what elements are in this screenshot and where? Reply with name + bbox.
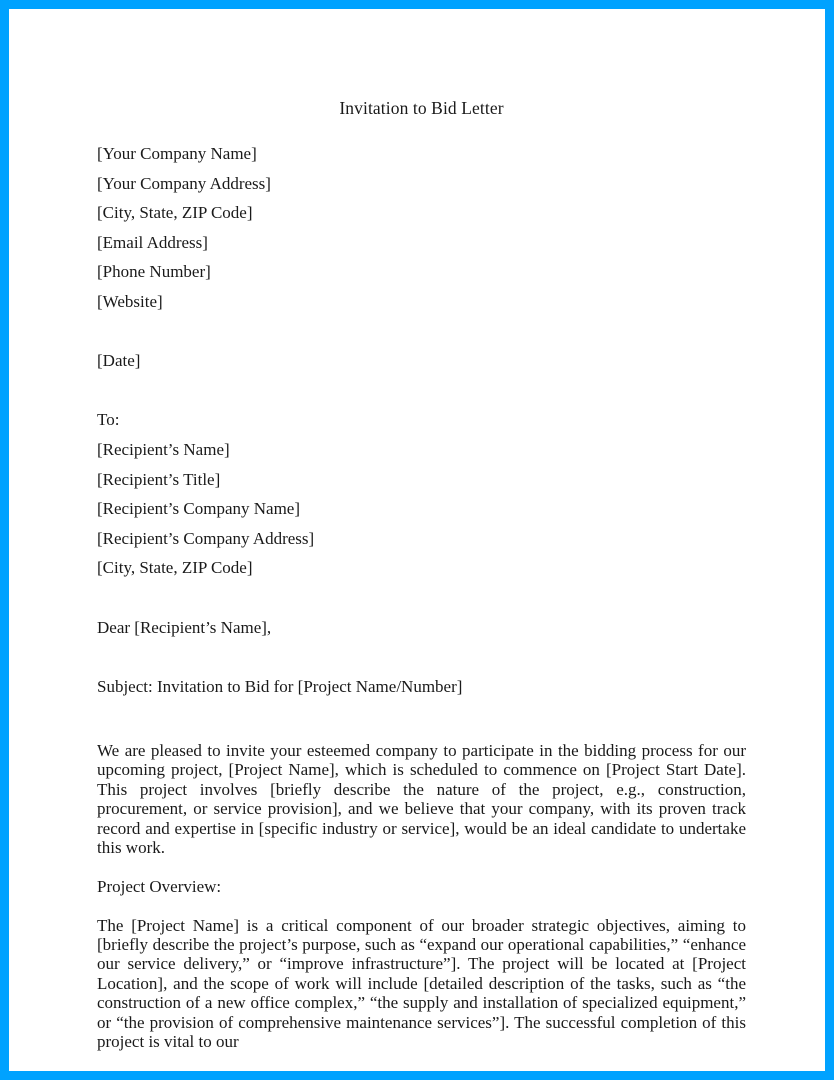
recipient-line-city-state-zip: [City, State, ZIP Code] [97, 558, 253, 578]
spacer-after-section-heading [97, 896, 746, 915]
recipient-line-title: [Recipient’s Title] [97, 469, 221, 489]
spacer-after-paragraph-1 [97, 857, 746, 876]
salutation-line: Dear [Recipient’s Name], [97, 617, 272, 637]
spacer-after-sender-block [97, 317, 746, 347]
sender-line-email: [Email Address] [97, 232, 208, 252]
recipient-to-label: To: [97, 410, 120, 430]
spacer-after-subject [97, 701, 746, 731]
section-heading-project-overview: Project Overview: [97, 876, 222, 896]
recipient-line-company-address: [Recipient’s Company Address] [97, 528, 315, 548]
body-paragraph-2: The [Project Name] is a critical component of our broader strategic objectives, aiming to [briefly describe the project’s purpose, such as “expand our operational capabilities,” “enhance our service delivery,” or “improve infrastructure”]. The project will be located at [Project Location], and the scope of work will include [detailed description of the tasks, such as “the construction of a new office complex,” “the supply and installation of specialized equipment,” or “the provision of comprehensive maintenance services”]. The successful completion of this project is vital to our [97, 915, 746, 1051]
spacer-after-salutation [97, 642, 746, 672]
page-title: Invitation to Bid Letter [339, 98, 504, 118]
letter-body [97, 741, 746, 1051]
spacer-after-date [97, 376, 746, 406]
sender-line-company-name: [Your Company Name] [97, 144, 257, 163]
body-paragraph-1: We are pleased to invite your esteemed company to participate in the bidding process for our upcoming project, [Project Name], which is scheduled to commence on [Project Start Date]. This project involves [briefly describe the nature of the project, e.g., construction, procurement, or service provision], and we believe that your company, with its proven track record and expertise in [specific industry or service], would be an ideal candidate to undertake this work. [97, 740, 746, 857]
date-line: [Date] [97, 351, 141, 371]
recipient-line-company-name: [Recipient’s Company Name] [97, 499, 301, 519]
subject-line: Subject: Invitation to Bid for [Project Name/Number] [97, 676, 463, 696]
recipient-line-name: [Recipient’s Name] [97, 439, 230, 459]
sender-line-phone: [Phone Number] [97, 262, 211, 282]
sender-line-company-address: [Your Company Address] [97, 173, 271, 193]
spacer-after-recipient-block [97, 583, 746, 613]
recipient-address-block [97, 435, 746, 583]
letter-document-sheet [9, 9, 825, 1071]
sender-address-block [97, 139, 746, 317]
sender-line-website: [Website] [97, 291, 163, 311]
sender-line-city-state-zip: [City, State, ZIP Code] [97, 203, 253, 223]
